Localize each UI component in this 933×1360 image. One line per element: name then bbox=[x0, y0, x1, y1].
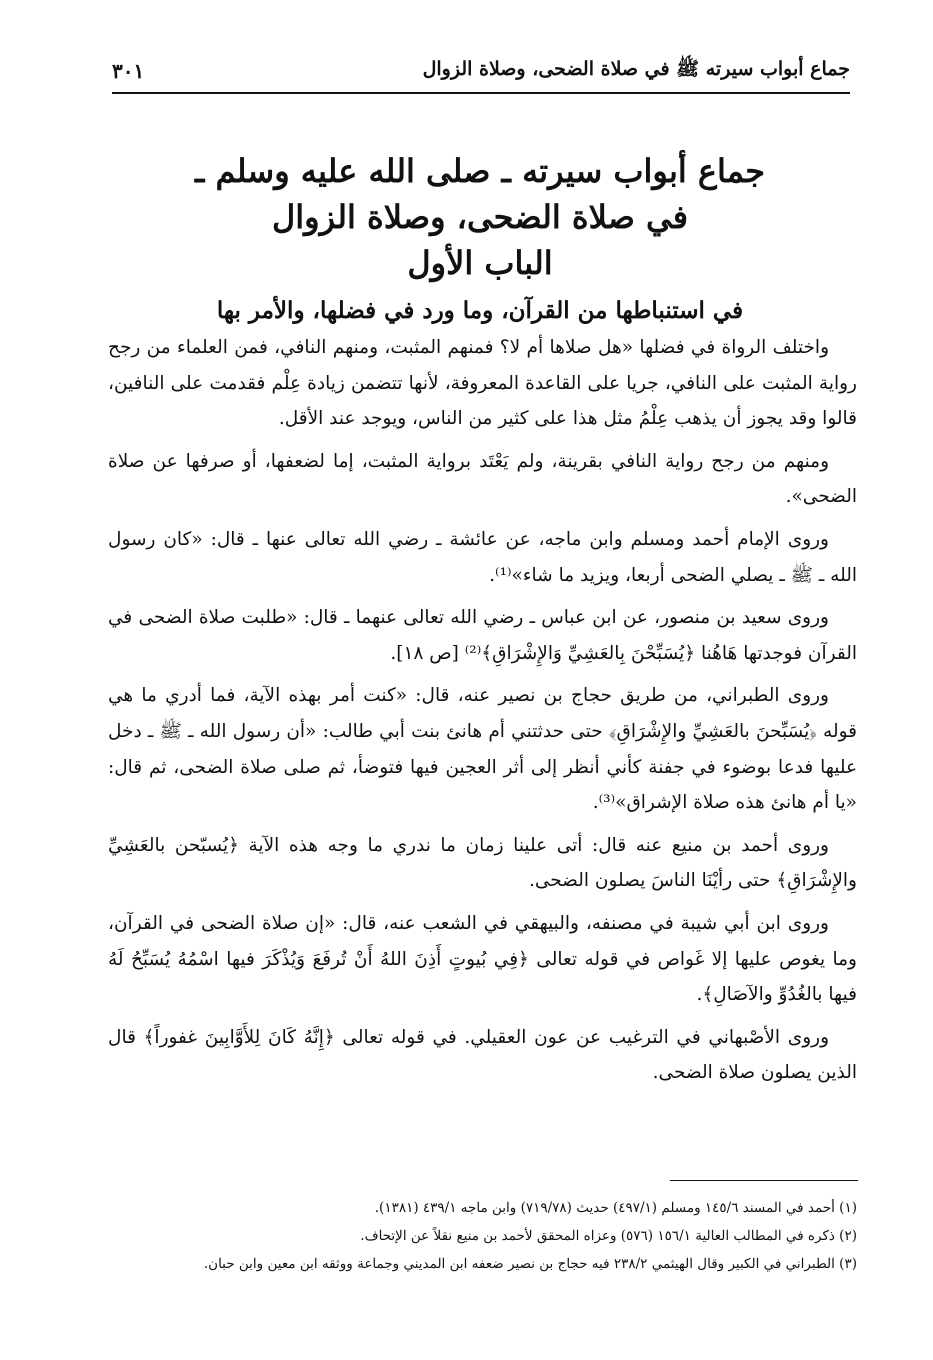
chapter-subtitle: في صلاة الضحى، وصلاة الزوال bbox=[272, 198, 688, 236]
paragraph: وروى الإمام أحمد ومسلم وابن ماجه، عن عائشة ـ رضي الله تعالى عنها ـ قال: «كان رسول الله ـ ﷺ ـ يصلي الضحى أربعا، ويزيد ما شاء»⁽¹⁾. bbox=[108, 528, 857, 586]
paragraph: وروى أحمد بن منيع عنه قال: أتى علينا زمان ما ندري ما وجه هذه الآية ﴿يُسبّحن بالعَشِيِّ والإِشْرَاقِ﴾ حتى رأيْنَا الناسَ يصلون الضحى. bbox=[108, 834, 857, 892]
paragraph: ومنهم من رجح رواية النافي بقرينة، ولم يَعْتَد برواية المثبت، إما لضعفها، أو صرفها عن صلاة الضحى». bbox=[108, 450, 857, 508]
paragraph: وروى الطبراني، من طريق حجاج بن نصير عنه، قال: «كنت أمر بهذه الآية، فما أدري ما هي قوله ﴿يُسَبِّحنَ بالعَشِيِّ والإِشْرَاقِ﴾ حتى حدثتني أم هانئ بنت أبي طالب: «أن رسول الله ـ ﷺ ـ دخل عليها فدعا بوضوء في جفنة كأني أنظر إلى أثر العجين فيها فتوضأ، ثم صلى صلاة الضحى، ثم قال: «يا أم هانئ هذه صلاة الإشراق»⁽³⁾. bbox=[108, 685, 857, 814]
running-title: جماع أبواب سيرته ﷺ في صلاة الضحى، وصلاة الزوال bbox=[422, 58, 850, 80]
section-subtitle: في استنباطها من القرآن، وما ورد في فضلها، والأمر بها bbox=[216, 297, 744, 324]
chapter-headings bbox=[110, 148, 850, 330]
footnotes bbox=[108, 1195, 857, 1279]
page-number: ٣٠١ bbox=[112, 59, 145, 83]
running-header bbox=[112, 50, 850, 94]
paragraph: وروى سعيد بن منصور، عن ابن عباس ـ رضي الله تعالى عنهما ـ قال: «طلبت صلاة الضحى في القرآن فوجدتها هَاهُنا ﴿يُسَبِّحْنَ بِالعَشِيِّ وَالإِشْرَاقِ﴾⁽²⁾ [ص ١٨]. bbox=[108, 607, 857, 664]
paragraph: وروى ابن أبي شيبة في مصنفه، والبيهقي في الشعب عنه، قال: «إن صلاة الضحى في القرآن، وما يغوص عليها إلا غَواص في قوله تعالى ﴿فِي بُيوتٍ أَذِنَ اللهُ أَنْ تُرفَعَ وَيُذْكَرَ فيها اسْمُهُ يُسَبِّحُ لَهُ فيها بالغُدُوِّ والآصَالِ﴾. bbox=[108, 912, 857, 1006]
section-title: الباب الأول bbox=[407, 244, 553, 282]
footnote: (١) أحمد في المسند ١٤٥/٦ ومسلم (٤٩٧/١) حديث (٧١٩/٧٨) وابن ماجه ٤٣٩/١ (١٣٨١). bbox=[374, 1200, 857, 1216]
footnote: (٣) الطبراني في الكبير وقال الهيثمي ٢٣٨/٢ فيه حجاج بن نصير ضعفه ابن المديني وجماعة ووثقه ابن معين وابن حبان. bbox=[203, 1256, 857, 1272]
footnote: (٢) ذكره في المطالب العالية ١٥٦/١ (٥٧٦) وعزاه المحقق لأحمد بن منيع نقلاً عن الإتحاف. bbox=[360, 1228, 857, 1244]
paragraph: وروى الأصْبهاني في الترغيب عن عون العقيلي. في قوله تعالى ﴿إِنَّهُ كَانَ لِلأَوَّابِينَ غفوراً﴾ قال الذين يصلون صلاة الضحى. bbox=[108, 1026, 857, 1084]
chapter-title: جماع أبواب سيرته ـ صلى الله عليه وسلم ـ bbox=[194, 152, 765, 190]
paragraph: واختلف الرواة في فضلها «هل صلاها أم لا؟ فمنهم المثبت، ومنهم النافي، فمن العلماء من رجح رواية المثبت على النافي، جريا على القاعدة المعروفة، لأنها تتضمن زيادة عِلْم فقدمت على النافين، قالوا وقد يجوز أن يذهب عِلْمُ مثل هذا على كثير من الناس، ويوجد عند الأقل. bbox=[108, 337, 857, 430]
body-text bbox=[108, 330, 857, 1098]
footnote-divider bbox=[670, 1180, 858, 1181]
